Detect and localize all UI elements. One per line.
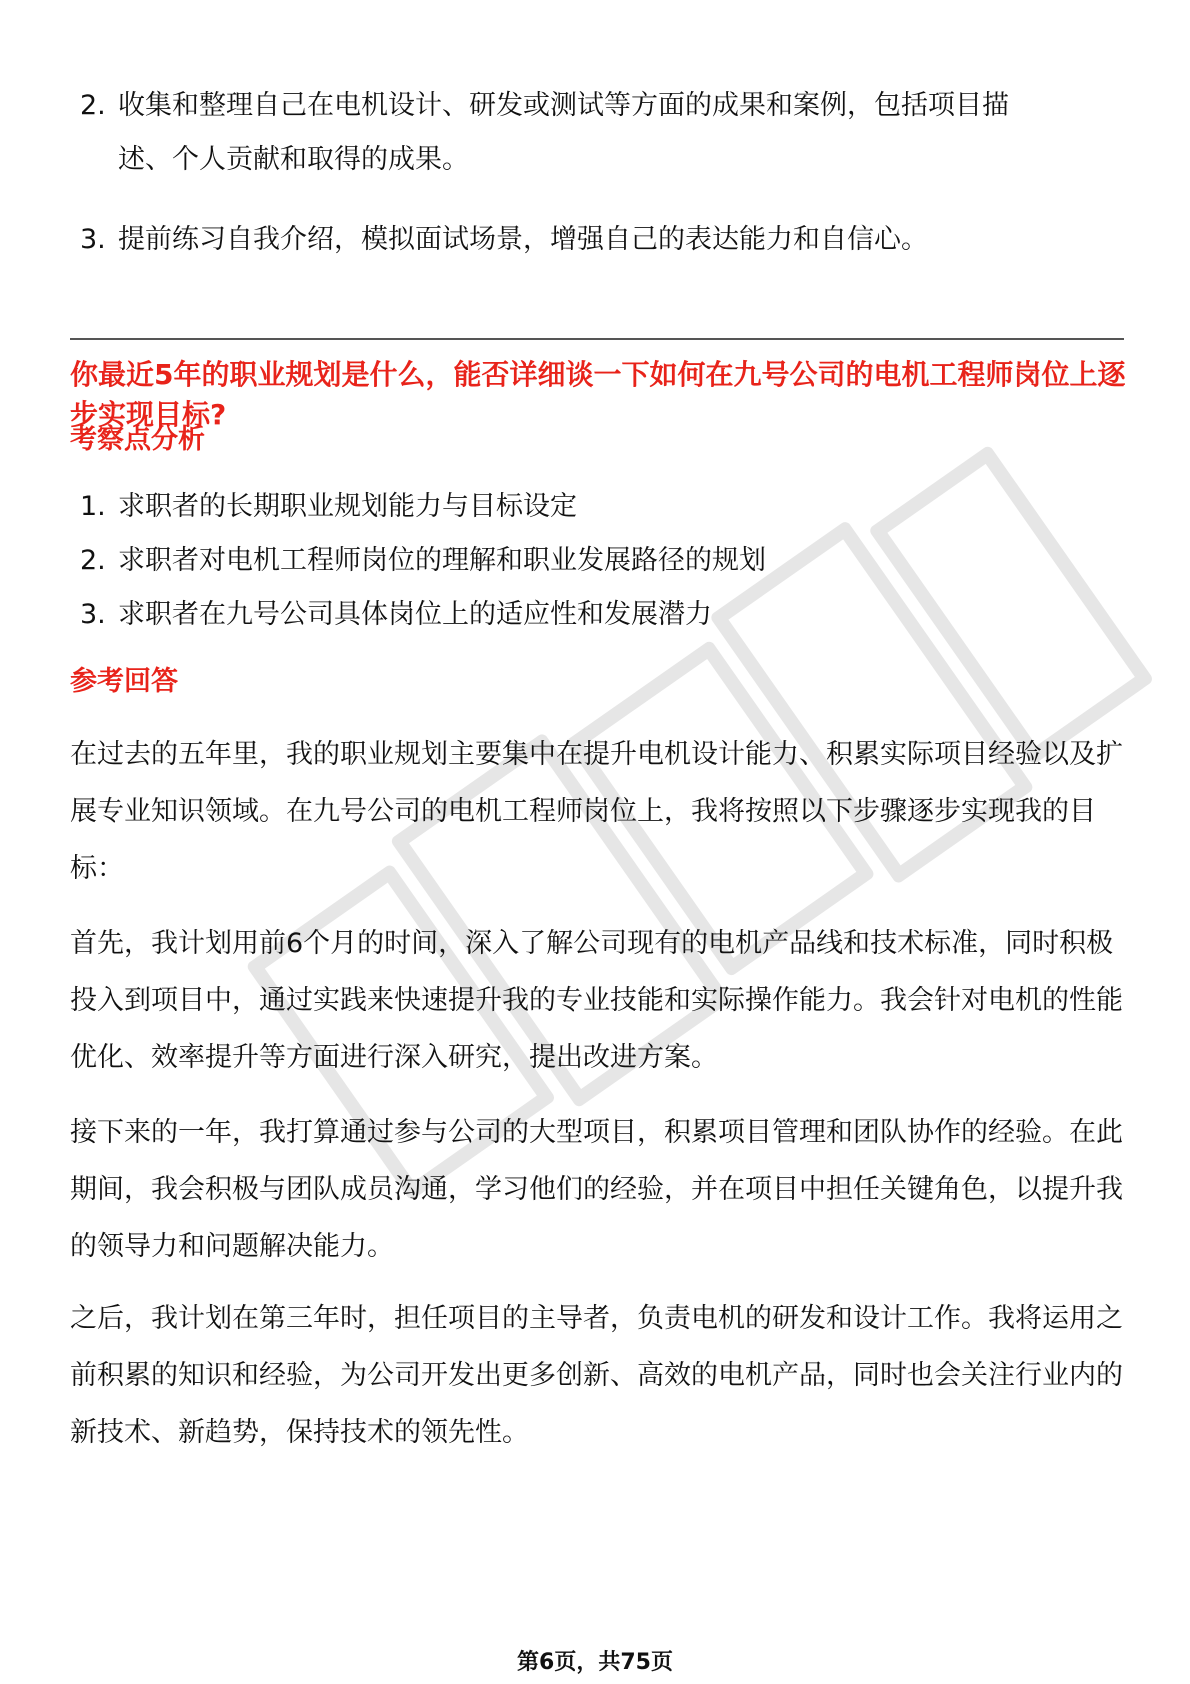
list-text-line: 提前练习自我介绍，模拟面试场景，增强自己的表达能力和自信心。 bbox=[118, 224, 928, 255]
list-text-line: 述、个人贡献和取得的成果。 bbox=[118, 144, 469, 175]
page-number: 第6页，共75页 bbox=[517, 1650, 673, 1675]
list-text: 求职者的长期职业规划能力与目标设定 bbox=[118, 491, 577, 522]
list-number: 2. bbox=[80, 90, 106, 121]
answer-paragraph: 接下来的一年，我打算通过参与公司的大型项目，积累项目管理和团队协作的经验。在此期间，我会积极与团队成员沟通，学习他们的经验，并在项目中担任关键角色，以提升我的领导力和问题解决能力。 bbox=[70, 1117, 1123, 1262]
list-number: 2. bbox=[80, 545, 106, 576]
list-number: 3. bbox=[80, 224, 106, 255]
list-number: 3. bbox=[80, 599, 106, 630]
analysis-heading: 考察点分析 bbox=[70, 424, 205, 455]
answer-paragraph: 在过去的五年里，我的职业规划主要集中在提升电机设计能力、积累实际项目经验以及扩展专业知识领域。在九号公司的电机工程师岗位上，我将按照以下步骤逐步实现我的目标： bbox=[70, 739, 1123, 884]
list-text: 求职者对电机工程师岗位的理解和职业发展路径的规划 bbox=[118, 545, 766, 576]
answer-heading: 参考回答 bbox=[70, 666, 178, 697]
question-title: 你最近5年的职业规划是什么，能否详细谈一下如何在九号公司的电机工程师岗位上逐步实现目标? bbox=[70, 358, 1126, 431]
list-text: 求职者在九号公司具体岗位上的适应性和发展潜力 bbox=[118, 599, 712, 630]
answer-paragraph: 之后，我计划在第三年时，担任项目的主导者，负责电机的研发和设计工作。我将运用之前积累的知识和经验，为公司开发出更多创新、高效的电机产品，同时也会关注行业内的新技术、新趋势，保持技术的领先性。 bbox=[70, 1303, 1123, 1448]
list-text-line: 收集和整理自己在电机设计、研发或测试等方面的成果和案例，包括项目描 bbox=[118, 90, 1009, 121]
answer-paragraph: 首先，我计划用前6个月的时间，深入了解公司现有的电机产品线和技术标准，同时积极投入到项目中，通过实践来快速提升我的专业技能和实际操作能力。我会针对电机的性能优化、效率提升等方面进行深入研究，提出改进方案。 bbox=[70, 928, 1123, 1073]
list-number: 1. bbox=[80, 491, 106, 522]
section-divider bbox=[70, 338, 1124, 340]
